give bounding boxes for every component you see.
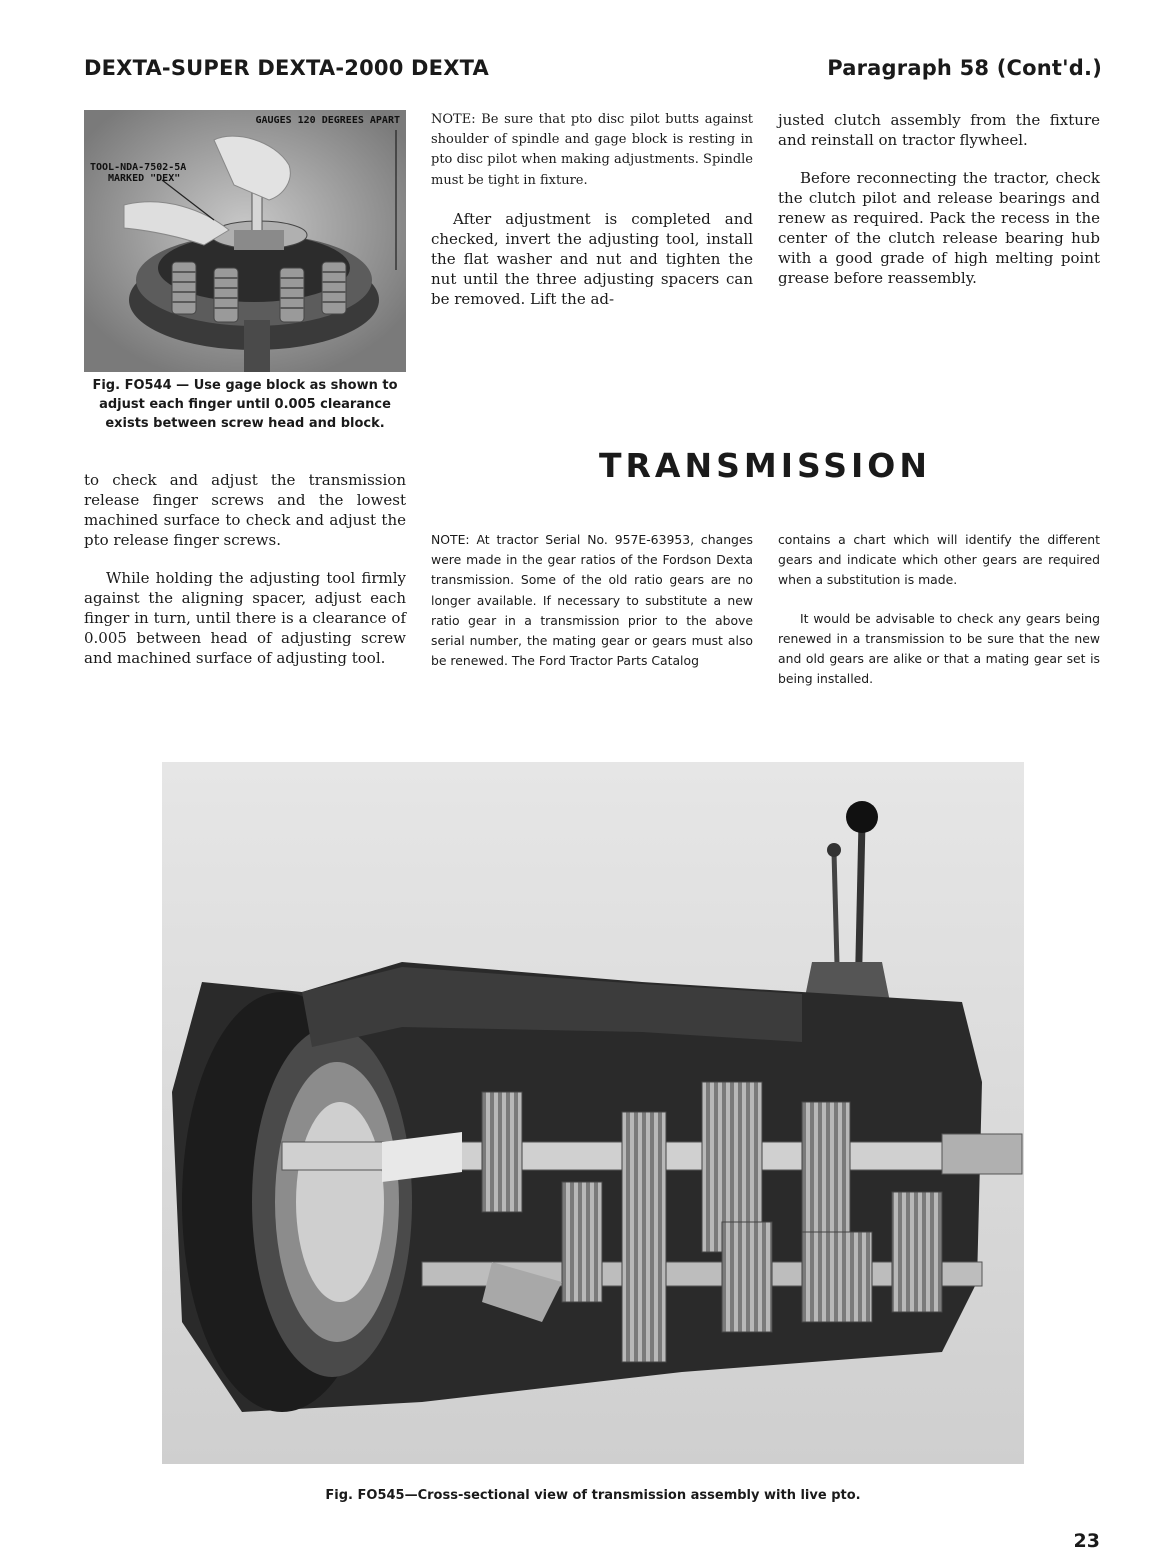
paragraph-reinstall: justed clutch assembly from the fixture and reinstall on tractor flywheel. bbox=[778, 111, 1100, 149]
figure-fo545-caption: Fig. FO545—Cross-sectional view of transmission assembly with live pto. bbox=[325, 1488, 861, 1503]
figure-label-marked: MARKED "DEX" bbox=[108, 173, 181, 184]
figure-fo544-photo bbox=[84, 110, 406, 372]
column-top-middle bbox=[431, 110, 753, 309]
paragraph-advisable: It would be advisable to check any gears being renewed in a transmission to be sure that the new and old gears are alike or that a mating gear set is being installed. bbox=[778, 610, 1100, 687]
section-title: TRANSMISSION bbox=[599, 446, 931, 485]
paragraph-holding-tool: While holding the adjusting tool firmly against the aligning spacer, adjust each finger in turn, until there is a clearance of 0.005 between head of adjusting screw and machined surface of adjusting tool. bbox=[84, 569, 406, 667]
column-bottom-left bbox=[84, 470, 406, 668]
paragraph-check-adjust: to check and adjust the transmission release finger screws and the lowest machined surface to check and adjust the pto release finger screws. bbox=[84, 471, 406, 549]
figure-fo544-caption: Fig. FO544 — Use gage block as shown to adjust each finger until 0.005 clearance exists between screw head and block. bbox=[92, 378, 398, 431]
column-bottom-right bbox=[778, 530, 1100, 689]
paragraph-before-reconnecting: Before reconnecting the tractor, check the clutch pilot and release bearings and renew as required. Pack the recess in the center of the clutch release bearing hub with a good grade of high melting point grease before reassembly. bbox=[778, 169, 1100, 287]
page-number: 23 bbox=[1073, 1530, 1100, 1552]
column-top-right bbox=[778, 110, 1100, 288]
paragraph-parts-chart: contains a chart which will identify the different gears and indicate which other gears are required when a substitution is made. bbox=[778, 532, 1100, 588]
note-pto-pilot: NOTE: Be sure that pto disc pilot butts against shoulder of spindle and gage block is resting in pto disc pilot when making adjustments. Spindle must be tight in fixture. bbox=[431, 112, 753, 188]
figure-label-gauges: GAUGES 120 DEGREES APART bbox=[255, 115, 400, 126]
running-header-left: DEXTA-SUPER DEXTA-2000 DEXTA bbox=[84, 56, 489, 80]
figure-fo545-photo bbox=[162, 762, 1024, 1464]
note-serial-number: NOTE: At tractor Serial No. 957E-63953, changes were made in the gear ratios of the Fordson Dexta transmission. Some of the old ratio gears are no longer available. If necessary to substitute a new ratio gear in a transmission prior to the above serial number, the mating gear or gears must also be renewed. The Ford Tractor Parts Catalog bbox=[431, 532, 753, 669]
figure-label-tool: TOOL-NDA-7502-5A bbox=[90, 162, 187, 173]
running-header-right: Paragraph 58 (Cont'd.) bbox=[827, 56, 1102, 80]
paragraph-after-adjustment: After adjustment is completed and checked, invert the adjusting tool, install the flat washer and nut and tighten the nut until the three adjusting spacers can be removed. Lift the ad- bbox=[431, 209, 753, 308]
column-bottom-middle bbox=[431, 530, 753, 671]
